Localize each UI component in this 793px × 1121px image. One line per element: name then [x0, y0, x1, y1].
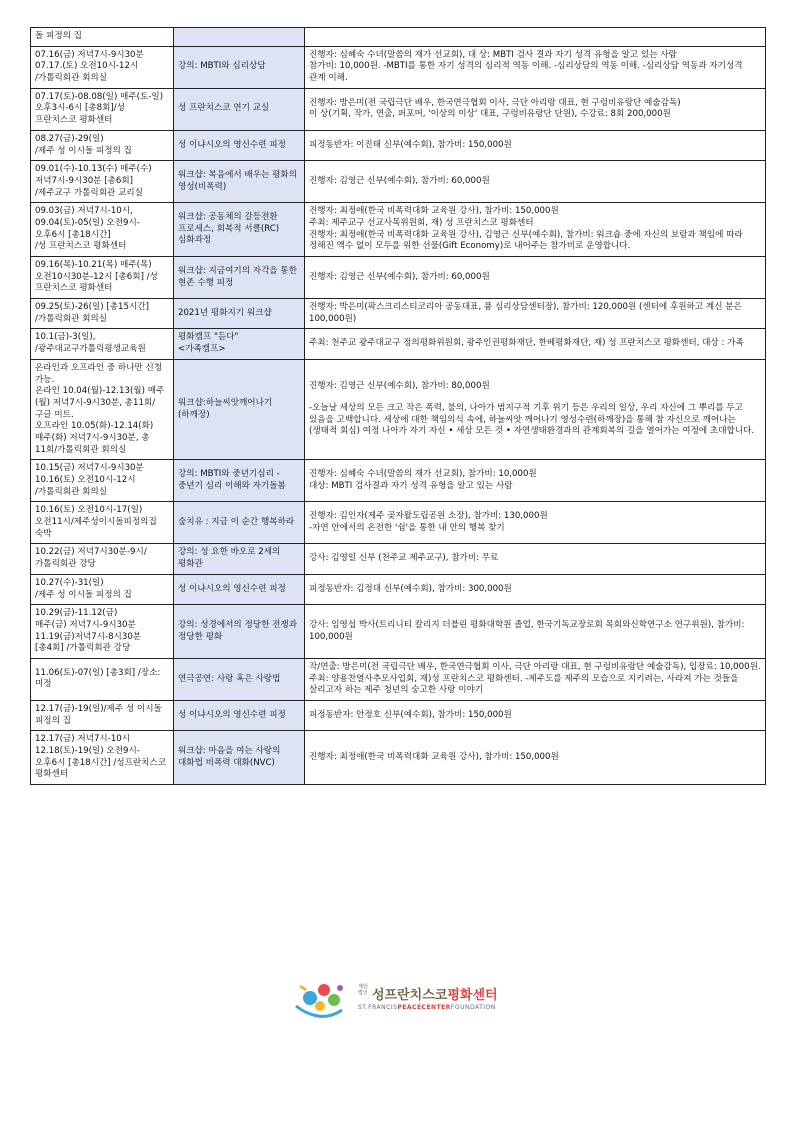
description-cell — [305, 28, 766, 47]
date-line: 돌 피정의 집 — [35, 31, 82, 41]
description-line: 피정동반자: 이진태 신부(예수회), 참가비: 150,000원 — [309, 139, 512, 150]
program-line: 워크샵: 지금여기의 자각을 통한 현존 수행 피정 — [178, 265, 298, 288]
schedule-row — [31, 161, 766, 203]
description-cell — [305, 731, 766, 785]
description-line: 진행자: 방은미(전 국립극단 배우, 한국연극협회 이사, 극단 아리랑 대표, 현 구렁비유랑단 예술감독) — [309, 97, 681, 108]
description-line: 작/연출: 방은미(전 국립극단 배우, 한국연극협회 이사, 극단 아리랑 대표, 현 구렁비유랑단 예술감독), 입장료: 10,000원. 주최: 양용찬열사추모사업회, 재)성 프란치스코 평화센터. -제주도를 제주의 모습으로 지키려는, 사라져 가는 것들을 살리고자 하는 제주 청년의 숭고한 사랑 이야기 — [309, 661, 761, 696]
schedule-row — [31, 257, 766, 299]
date-cell — [31, 544, 174, 574]
date-cell — [31, 359, 174, 460]
description-line: 진행자: 심혜숙 수녀(말씀의 재가 선교회), 참가비: 10,000원 — [309, 469, 537, 480]
program-line: 강의: MBTI와 중년기심리 -중년기 심리 이해와 자기돌봄 — [178, 469, 286, 491]
description-cell — [305, 130, 766, 160]
logo-en-part3: FOUNDATION — [450, 1004, 496, 1011]
date-line: /제주 성 이시돌 피정의 집 — [35, 145, 132, 156]
date-line: 온라인 10.04(월)-12.13(월) 매주(월) 저녁7시-9시30분, 총11회/구글 미트. — [35, 386, 165, 420]
schedule-row — [31, 544, 766, 574]
program-line: 성 이냐시오의 영신수련 피정 — [178, 709, 286, 720]
logo-small-text: 재단법인 — [358, 984, 368, 996]
schedule-row — [31, 88, 766, 130]
date-line: 오프라인 10.05(화)-12.14(화) 매주(화) 저녁7시-9시30분, 총 11회/가톨릭회관 회의실 — [35, 421, 154, 455]
program-line: 성 이냐시오의 영신수련 피정 — [178, 583, 286, 594]
description-line: 진행자: 최정애(한국 비폭력대화 교육원 강사), 김영근 신부(예수회), 참가비: 워크숍 중에 자신의 보람과 책임에 따라 정해진 액수 없이 모두를 위한 선물(Gift Economy)로 내어주는 참가비로 운영합니다. — [309, 229, 743, 252]
program-cell — [174, 502, 305, 544]
schedule-row — [31, 658, 766, 700]
date-cell — [31, 161, 174, 203]
program-cell — [174, 257, 305, 299]
schedule-row — [31, 46, 766, 88]
foundation-logo-icon — [290, 976, 354, 1026]
description-line: 진행자: 심혜숙 수녀(말씀의 재가 선교회), 대 상: MBTI 검사 결과 자기 성격 유형을 알고 있는 사람 — [309, 49, 677, 60]
description-cell — [305, 701, 766, 731]
description-line: 진행자: 김인자(제주 곶자왈도립공원 소장), 참가비: 130,000원 — [309, 511, 548, 522]
description-cell — [305, 359, 766, 460]
schedule-row — [31, 130, 766, 160]
date-cell — [31, 329, 174, 359]
description-cell — [305, 544, 766, 574]
program-line: 강의: 성경에서의 정당한 전쟁과 정당한 평화 — [178, 619, 298, 642]
date-cell — [31, 574, 174, 604]
date-line: /가톨릭회관 회의실 — [35, 313, 108, 324]
description-line: 대상: MBTI 검사결과 자기 성격 유형을 알고 있는 사람 — [309, 480, 513, 491]
date-cell — [31, 502, 174, 544]
date-line: 11.19(금)저녁7시-8시30분 [총4회] /가톨릭회관 강당 — [35, 631, 142, 654]
description-line: 진행자: 박은미(팍스크리스티코리아 공동대표, 품 심리상담센터장), 참가비: 120,000원 (센터에 후원하고 계신 분은 100,000원) — [309, 302, 742, 324]
program-cell — [174, 544, 305, 574]
date-line: 10.27(수)-31(일) — [35, 577, 104, 588]
program-cell — [174, 731, 305, 785]
date-cell — [31, 257, 174, 299]
description-line: 주최: 천주교 광주대교구 정의평화위원회, 광주인권평화재단, 한베평화재단, 재) 성 프란치스코 평화센터, 대상 : 가족 — [309, 338, 744, 349]
date-line: 10.29(금)-11.12(금) — [35, 608, 118, 619]
program-cell — [174, 28, 305, 47]
date-line: 10.1(금)-3(일), — [35, 332, 96, 343]
date-line: 09.25(토)-26(일) [총15시간] — [35, 302, 149, 313]
description-cell — [305, 257, 766, 299]
date-cell — [31, 460, 174, 502]
description-cell — [305, 329, 766, 359]
description-cell — [305, 161, 766, 203]
program-line: 워크샵: 공동체의 갈등전환 프로세스, 회복적 서클(RC) 심화과정 — [178, 212, 280, 246]
description-line: 강사: 김영일 신부 (천주교 제주교구), 참가비: 무료 — [309, 553, 499, 564]
description-cell — [305, 658, 766, 700]
date-line: 09.04(토)-05(일) 오전9시-오후6시 [총18시간] — [35, 217, 140, 240]
description-line: 피정동반자: 안정호 신부(예수회), 참가비: 150,000원 — [309, 709, 512, 720]
footer-logo — [290, 976, 520, 1026]
date-cell — [31, 88, 174, 130]
date-cell — [31, 130, 174, 160]
description-cell — [305, 574, 766, 604]
schedule-row — [31, 731, 766, 785]
program-line: 워크샵:하늘씨앗깨어나기(하깨장) — [178, 397, 273, 420]
schedule-row — [31, 460, 766, 502]
schedule-row — [31, 701, 766, 731]
description-line: 강사: 임영섭 박사(트리니티 칼리지 더블린 평화대학원 졸업, 한국기독교장로회 목회와신학연구소 연구위원), 참가비: 100,000원 — [309, 619, 745, 642]
schedule-row — [31, 502, 766, 544]
date-line: 12.17(금)-19(일)/제주 성 이시돌 피정의 집 — [35, 704, 162, 726]
description-line: -오늘날 세상의 모든 크고 작은 폭력, 불의, 나아가 범지구적 기후 위기 등은 우리의 일상, 우리 자신에 그 뿌리를 두고 있음을 고백합니다. 세상에 대한 책임의식 속에, 하늘씨앗 깨어나기 영성수련(하깨장)을 통해 참 자신으로 깨어나는(생태적 회심) 여정 나아가 자기 자신 • 세상 모든 것 • 자연생태환경과의 관계회복의 길을 열어가는 여정에 초대합니다. — [309, 402, 755, 437]
program-line: 연극공연: 사랑 혹은 사랑법 — [178, 673, 281, 684]
program-line: 2021년 평화지기 워크샵 — [178, 307, 272, 318]
schedule-rows — [31, 28, 766, 785]
program-cell — [174, 359, 305, 460]
program-line: 강의: MBTI와 심리상담 — [178, 61, 266, 72]
date-cell — [31, 46, 174, 88]
date-line: 10.15(금) 저녁7시-9시30분 — [35, 463, 144, 474]
program-cell — [174, 130, 305, 160]
logo-en-part2: PEACECENTER — [397, 1004, 451, 1011]
description-line: 참가비: 10,000원. -MBTI를 통한 자기 성격의 심리적 역동 이해. -심리상담의 역동 이해. -심리상담 역동과 자기성격 관계 이해. — [309, 61, 743, 84]
schedule-row — [31, 359, 766, 460]
program-line: 평화캠프 "듣다" — [178, 332, 239, 343]
description-line: 진행자: 김영근 신부(예수회), 참가비: 80,000원 — [309, 381, 490, 392]
program-cell — [174, 574, 305, 604]
description-line: 진행자: 최정애(한국 비폭력대화 교육원 강사), 참가비: 150,000원 — [309, 206, 559, 217]
description-cell — [305, 46, 766, 88]
description-line: 주최: 제주교구 선교사목위원회, 재) 성 프란치스코 평화센터 — [309, 217, 534, 228]
date-cell — [31, 28, 174, 47]
date-line: 매주(금) 저녁7시-9시30분 — [35, 619, 136, 630]
description-cell — [305, 605, 766, 659]
program-line: 성 이냐시오의 영신수련 피정 — [178, 139, 286, 150]
program-cell — [174, 460, 305, 502]
program-line: 워크샵: 복음에서 배우는 평화의 영성(비폭력) — [178, 170, 298, 192]
date-cell — [31, 731, 174, 785]
description-line: 이 상(기획, 작가, 연출, 퍼포머, '이상의 이상' 대표, 구렁비유랑단 단원), 수강료: 8회 200,000원 — [309, 109, 671, 120]
program-line: 워크샵: 마음을 여는 사랑의 대화법 비폭력 대화(NVC) — [178, 746, 281, 768]
date-line: 09.16(목)-10.21(목) 매주(목) 오전10시30분-12시 [총6회] /성 프란치스코 평화센터 — [35, 260, 158, 294]
date-line: 07.17.(토) 오전10시-12시 — [35, 61, 139, 72]
date-line: 08.27(금)-29(일) — [35, 133, 104, 144]
schedule-row — [31, 299, 766, 329]
program-line: 성 프란치스코 연기 교실 — [178, 103, 270, 114]
date-cell — [31, 203, 174, 257]
description-cell — [305, 88, 766, 130]
date-line: 12.17(금) 저녁7시-10시 — [35, 734, 131, 745]
logo-main-part2: 평화센터 — [447, 988, 498, 1003]
date-line: 07.16(금) 저녁7시-9시30분 — [35, 49, 144, 60]
program-cell — [174, 88, 305, 130]
schedule-row — [31, 605, 766, 659]
schedule-row — [31, 329, 766, 359]
description-line: 진행자: 최정애(한국 비폭력대화 교육원 강사), 참가비: 150,000원 — [309, 751, 559, 762]
program-cell — [174, 658, 305, 700]
date-line: /제주교구 가톨릭회관 교리실 — [35, 187, 143, 198]
date-cell — [31, 658, 174, 700]
program-cell — [174, 701, 305, 731]
logo-main-text — [372, 984, 498, 1003]
program-line: <가족캠프> — [178, 344, 226, 355]
logo-main-part1: 성프란치스코 — [372, 988, 448, 1003]
program-cell — [174, 46, 305, 88]
schedule-row — [31, 574, 766, 604]
date-cell — [31, 605, 174, 659]
description-cell — [305, 460, 766, 502]
program-cell — [174, 299, 305, 329]
program-line: 숲치유 : 지금 이 순간 행복하라 — [178, 517, 295, 528]
program-cell — [174, 161, 305, 203]
description-line: 진행자: 김영근 신부(예수회), 참가비: 60,000원 — [309, 271, 490, 282]
description-line: 피정동반자: 김정대 신부(예수회), 참가비: 300,000원 — [309, 583, 512, 594]
schedule-row — [31, 28, 766, 47]
date-line: /가톨릭회관 회의실 — [35, 73, 108, 84]
paragraph-gap — [309, 393, 761, 403]
logo-english-text — [358, 1004, 496, 1011]
program-line: 강의: 성 요한 바오로 2세의 평화관 — [178, 547, 281, 570]
date-line: 10.16(토) 오전10시-12시 — [35, 475, 136, 485]
description-line: -자연 안에서의 온전한 '쉼'을 통한 내 안의 행복 찾기 — [309, 522, 505, 533]
date-cell — [31, 299, 174, 329]
date-line: /제주 성 이시돌 피정의 집 — [35, 589, 132, 600]
description-line: 진행자: 김영근 신부(예수회), 참가비: 60,000원 — [309, 175, 490, 186]
date-line: 12.18(토)-19(일) 오전9시-오후6시 [총18시간] /성프란치스코 평화센터 — [35, 746, 167, 780]
date-line: 10.22(금) 저녁7시30분-9시/가톨릭회관 강당 — [35, 547, 147, 570]
program-cell — [174, 203, 305, 257]
date-line: /가톨릭회관 회의실 — [35, 486, 108, 497]
date-line: 09.03(금) 저녁7시-10시, — [35, 206, 133, 217]
description-cell — [305, 203, 766, 257]
program-cell — [174, 605, 305, 659]
date-line: 10.16(토) 오전10시-17(일) 오전11시/제주성이시돌피정의집 숙박 — [35, 505, 157, 539]
date-line: 09.01(수)-10.13(수) 매주(수) 저녁7시-9시30분 [총6회] — [35, 164, 152, 186]
description-cell — [305, 502, 766, 544]
date-line: 11.06(토)-07(일) [총3회] /장소: 미정 — [35, 667, 161, 690]
schedule-row — [31, 203, 766, 257]
date-cell — [31, 701, 174, 731]
program-cell — [174, 329, 305, 359]
date-line: /광주대교구가톨릭평생교육원 — [35, 344, 146, 355]
date-line: 07.17(토)-08.08(일) 매주(토-일) 오후3시-6시 [총8회]/성 프란치스코 평화센터 — [35, 91, 164, 126]
schedule-table — [30, 27, 766, 785]
logo-en-part1: ST.FRANCIS — [358, 1004, 398, 1011]
date-line: /성 프란치스코 평화센터 — [35, 241, 127, 252]
date-line: 온라인과 오프라인 중 하나만 신청 가능. — [35, 362, 163, 385]
description-cell — [305, 299, 766, 329]
